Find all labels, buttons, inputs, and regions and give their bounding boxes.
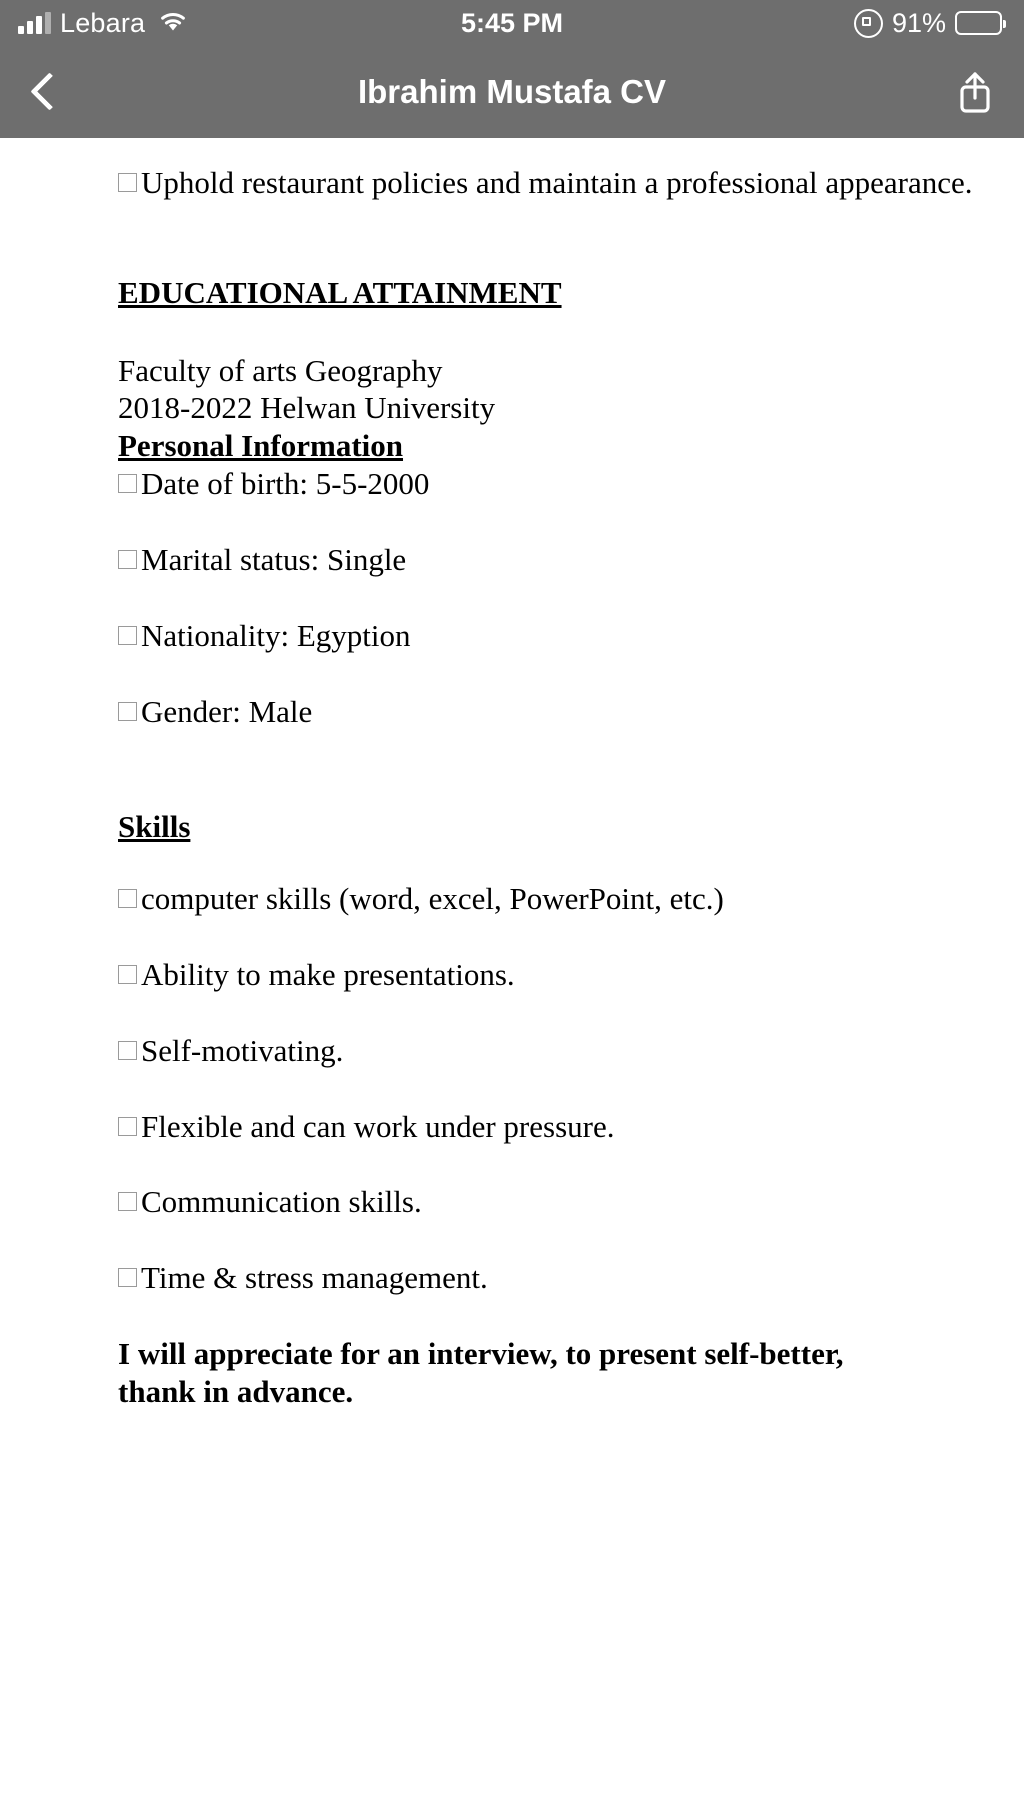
rotation-lock-icon: [854, 9, 883, 38]
share-button[interactable]: [952, 67, 998, 117]
skills-item: [118, 1032, 984, 1070]
skills-item-text: Ability to make presentations.: [141, 956, 515, 992]
skills-item: [118, 1259, 984, 1297]
checkbox-bullet-icon: [118, 1268, 137, 1287]
personal-item: [118, 693, 984, 731]
personal-item-text: Gender: Male: [141, 693, 313, 729]
skills-item: [118, 956, 984, 994]
checkbox-bullet-icon: [118, 889, 137, 908]
checkbox-bullet-icon: [118, 474, 137, 493]
status-bar-right: [854, 8, 1002, 39]
education-heading: EDUCATIONAL ATTAINMENT: [118, 274, 562, 310]
status-bar: [0, 0, 1024, 46]
checkbox-bullet-icon: [118, 1117, 137, 1136]
skills-item-text: Communication skills.: [141, 1184, 422, 1220]
cellular-signal-icon: [18, 12, 51, 34]
skills-item: [118, 1183, 984, 1221]
personal-item: [118, 617, 984, 655]
checkbox-bullet-icon: [118, 965, 137, 984]
checkbox-bullet-icon: [118, 626, 137, 645]
personal-information-heading: Personal Information: [118, 428, 404, 464]
checkbox-bullet-icon: [118, 550, 137, 569]
skills-item: [118, 1108, 984, 1146]
personal-item: [118, 541, 984, 579]
personal-item-text: Date of birth: 5-5-2000: [141, 466, 430, 502]
education-line-1: Faculty of arts Geography: [118, 352, 443, 388]
personal-item: [118, 465, 984, 503]
checkbox-bullet-icon: [118, 702, 137, 721]
skills-item-text: computer skills (word, excel, PowerPoint, etc.): [141, 881, 724, 917]
document-content: [0, 138, 1024, 1411]
skills-item-text: Time & stress management.: [141, 1260, 488, 1296]
personal-item-text: Nationality: Egyption: [141, 617, 411, 653]
battery-percent-label: 91%: [891, 7, 946, 38]
wifi-icon: [158, 9, 188, 37]
closing-statement: I will appreciate for an interview, to present self-better, thank in advance.: [118, 1336, 844, 1409]
checkbox-bullet-icon: [118, 1192, 137, 1211]
skills-item-text: Self-motivating.: [141, 1032, 344, 1068]
battery-icon: [955, 11, 1002, 35]
back-chevron-icon: [30, 72, 68, 110]
checkbox-bullet-icon: [118, 173, 137, 192]
share-icon: [957, 70, 993, 114]
document-bullet-top-text: Uphold restaurant policies and maintain a professional appearance.: [141, 165, 973, 200]
personal-item-text: Marital status: Single: [141, 541, 407, 577]
status-time: 5:45 PM: [460, 7, 564, 38]
status-bar-left: [18, 8, 188, 39]
back-button[interactable]: [26, 69, 72, 115]
carrier-label: Lebara: [60, 7, 146, 38]
navigation-bar: [0, 46, 1024, 138]
page-title: Ibrahim Mustafa CV: [357, 72, 667, 110]
checkbox-bullet-icon: [118, 1041, 137, 1060]
skills-item-text: Flexible and can work under pressure.: [141, 1108, 615, 1144]
skills-heading: Skills: [118, 809, 191, 845]
education-line-2: 2018-2022 Helwan University: [118, 390, 496, 426]
document-bullet-top: [118, 164, 984, 202]
skills-item: [118, 880, 984, 918]
